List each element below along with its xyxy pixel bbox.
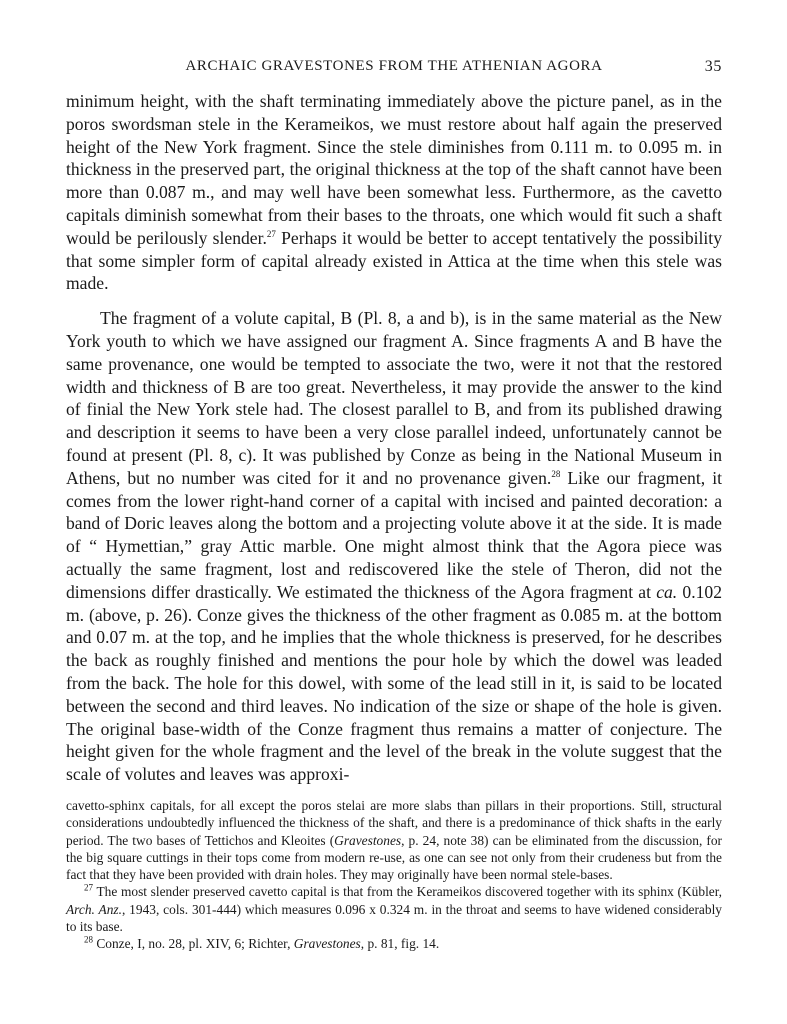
running-title: ARCHAIC GRAVESTONES FROM THE ATHENIAN AGORA <box>185 58 603 74</box>
paragraph-1-text-b: Perhaps it would be better to accept tentatively the possibility that some simpler form of capital already existed in Attica at the time when this stele was made. <box>66 227 722 294</box>
footnote-27-text-b: , 1943, cols. 301-444) which measures 0.096 x 0.324 m. in the throat and seems to have widened considerably to its base. <box>66 901 722 935</box>
footnote-continued-text-a: cavetto-sphinx capitals, for all except the poros stelai are more slabs than pillars in their proportions. Still, structural considerations undoubtedly influenced the thickness of the shaft, and there is a predominance of thick shafts in the early period. The two bases of Tettichos and Kleoites ( <box>66 798 722 848</box>
footnote-continued-italic-1: Gravestones <box>334 832 402 848</box>
footnote-28-text-a: Conze, I, no. 28, pl. XIV, 6; Richter, <box>93 936 294 952</box>
footnote-continued-text-b: , p. 24, note 38) can be eliminated from the discussion, for the big square cuttings in their tops come from modern re-use, as one can see not only from their crudeness but from the fact that they have been provided with drain holes. They may originally have been normal stele-bases. <box>66 832 722 883</box>
paragraph-1 <box>66 90 722 295</box>
paragraph-2-text-c: 0.102 m. (above, p. 26). Conze gives the thickness of the other fragment as 0.085 m. at the bottom and 0.07 m. at the top, and he implies that the whole thickness is preserved, for he describes the back as roughly finished and mentions the pour hole by which the dowel was leaded from the back. The hole for this dowel, with some of the lead still in it, is said to be located between the second and third leaves. No indication of the size or shape of the hole is given. The original base-width of the Conze fragment thus remains a matter of conjecture. The height given for the whole fragment and the level of the break in the volute suggest that the scale of volutes and leaves was approxi- <box>66 581 722 785</box>
footnote-27 <box>66 883 722 935</box>
running-header <box>66 58 722 80</box>
paragraph-2-text-a: The fragment of a volute capital, B (Pl. 8, a and b), is in the same material as the New York youth to which we have assigned our fragment A. Since fragments A and B have the same provenance, one would be tempted to associate the two, were it not that the restored width and thickness of B are too great. Nevertheless, it may provide the answer to the kind of finial the New York stele had. The closest parallel to B, and from its published drawing and description it seems to have been a very close parallel indeed, unfortunately cannot be found at present (Pl. 8, c). It was published by Conze as being in the National Museum in Athens, but no number was cited for it and no provenance given. <box>66 308 722 488</box>
paragraph-2-text-b: Like our fragment, it comes from the lower right-hand corner of a capital with incised and painted decoration: a band of Doric leaves along the bottom and a projecting volute above it at the side. It is made of “ Hymettian,” gray Attic marble. One might almost think that the Agora piece was actually the same fragment, lost and rediscovered like the stele of Theron, did not the dimensions differ drastically. We estimated the thickness of the Agora fragment at <box>66 467 722 602</box>
paragraph-2 <box>66 307 722 786</box>
main-text <box>66 90 722 786</box>
paragraph-2-ca: ca. <box>656 581 678 602</box>
page-number: 35 <box>704 58 722 75</box>
footnote-28-marker: 28 <box>84 934 93 945</box>
footnote-27-marker: 27 <box>84 883 93 894</box>
paragraph-1-text-a: minimum height, with the shaft terminating immediately above the picture panel, as in the poros swordsman stele in the Kerameikos, we must restore about half again the preserved height of the New York fragment. Since the stele diminishes from 0.111 m. to 0.095 m. in thickness in the preserved part, the original thickness at the top of the shaft cannot have been more than 0.087 m., and may well have been somewhat less. Furthermore, as the cavetto capitals diminish somewhat from their bases to the throats, one which would fit such a shaft would be perilously slender. <box>66 91 722 248</box>
footnote-28-italic-1: Gravestones <box>293 936 361 952</box>
footnote-28 <box>66 935 722 952</box>
footnote-28-text-b: , p. 81, fig. 14. <box>360 936 440 952</box>
footnote-27-text-a: The most slender preserved cavetto capital is that from the Kerameikos discovered together with its sphinx (Kübler, <box>93 884 722 900</box>
footnote-ref-28: 28 <box>551 468 561 479</box>
footnote-continued <box>66 797 722 883</box>
footnotes <box>66 797 722 953</box>
footnote-ref-27: 27 <box>266 228 276 239</box>
footnote-27-italic-1: Arch. Anz. <box>66 901 122 917</box>
